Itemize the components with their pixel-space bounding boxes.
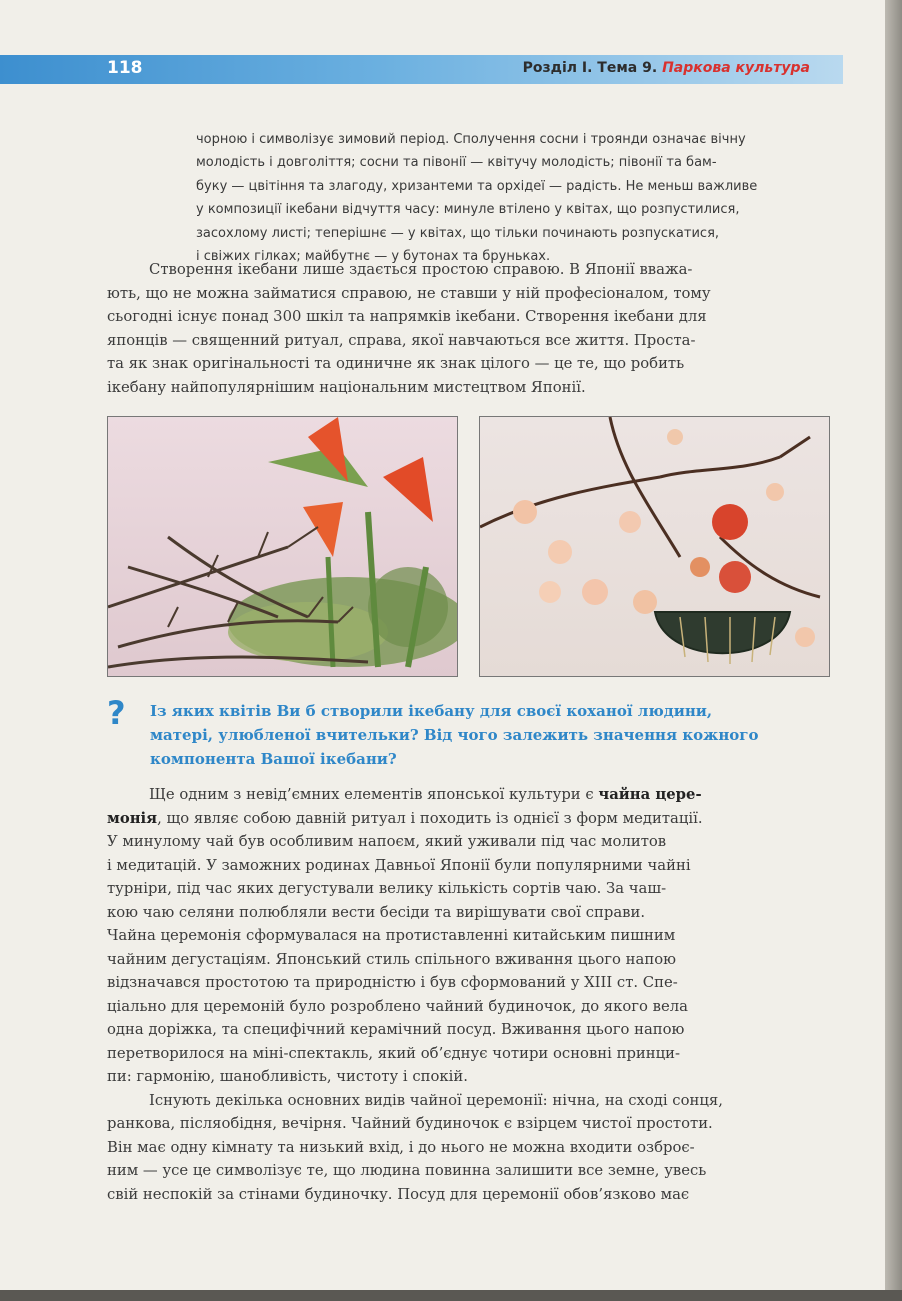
page-bottom-edge xyxy=(0,1290,902,1301)
question-line: матері, улюбленої вчительки? Від чого залежить значення кожного xyxy=(150,726,759,744)
text-line: ціально для церемоній було розроблено чайний будиночок, до якого вела xyxy=(107,997,688,1015)
text-line: Існують декілька основних видів чайної церемонії: нічна, на сході сонця, xyxy=(149,1091,723,1109)
text-line: Він має одну кімнату та низький вхід, і до нього не можна входити озброє- xyxy=(107,1138,695,1156)
text-line: сьогодні існує понад 300 шкіл та напрямків ікебани. Створення ікебани для xyxy=(107,308,707,325)
text-line: у композиції ікебани відчуття часу: минуле втілено у квітах, що розпустилися, xyxy=(196,202,740,218)
text-line: турніри, під час яких дегустували велику кількість сортів чаю. За чаш- xyxy=(107,880,667,897)
text-line: пи: гармонію, шанобливість, чистоту і спокій. xyxy=(107,1068,468,1085)
text-span: , що являє собою давній ритуал і походить із однієї з форм медитації. xyxy=(157,809,703,827)
text-line: відзначався простотою та природністю і був сформований у XIII ст. Спе- xyxy=(107,974,678,991)
ikebana-photo-strelitzia xyxy=(107,416,458,677)
text-line: свій неспокій за стінами будиночку. Посуд для церемонії обов’язково має xyxy=(107,1185,690,1203)
question-block xyxy=(150,699,830,771)
text-line: ним — усе це символізує те, що людина повинна залишити все земне, увесь xyxy=(107,1162,707,1179)
text-line: чайним дегустаціям. Японський стиль спільного вживання цього напою xyxy=(107,950,676,968)
question-mark-icon: ? xyxy=(107,694,126,732)
bowl-arrangement-illustration xyxy=(480,417,829,676)
text-line: буку — цвітіння та злагоду, хризантеми та орхідеї — радість. Не меньш важливе xyxy=(196,178,758,194)
page-edge xyxy=(885,0,902,1301)
question-line: Із яких квітів Ви б створили ікебану для своєї коханої людини, xyxy=(150,702,713,720)
text-line: та як знак оригінальності та одиничне як знак цілого — це те, що робить xyxy=(107,355,685,372)
text-line: чорною і символізує зимовий період. Сполучення сосни і троянди означає вічну xyxy=(196,132,746,147)
running-head xyxy=(523,60,810,76)
section-label: Розділ I. Тема 9. xyxy=(522,60,658,76)
text-line: японців — священний ритуал, справа, якої навчаються все життя. Проста- xyxy=(107,331,696,349)
text-line: Створення ікебани лише здається простою справою. В Японії вважа- xyxy=(149,261,693,278)
text-line: і свіжих гілках; майбутнє — у бутонах та бруньках. xyxy=(196,249,551,265)
paragraph-tea-ceremony xyxy=(107,783,827,1206)
text-line xyxy=(107,807,827,831)
text-line: одна доріжка, та специфічний керамічний посуд. Вживання цього напою xyxy=(107,1021,685,1038)
paragraph-ikebana xyxy=(107,258,827,399)
text-line: перетворилося на міні-спектакль, який об’єднує чотири основні принци- xyxy=(107,1044,681,1062)
text-line: ікебану найпопулярнішим національним мистецтвом Японії. xyxy=(107,378,586,396)
strelitzia-illustration xyxy=(108,417,457,676)
question-line: компонента Вашої ікебани? xyxy=(150,750,397,768)
text-line xyxy=(107,783,827,807)
page-number: 118 xyxy=(107,58,143,78)
text-line: Чайна церемонія сформувалася на протиставленні китайським пишним xyxy=(107,927,676,944)
sidebar-text-block xyxy=(196,128,826,268)
text-span: Ще одним з невід’ємних елементів японської культури є xyxy=(149,786,599,803)
text-line: молодість і довголіття; сосни та півонії — квітучу молодість; півонії та бам- xyxy=(196,155,717,171)
topic-label: Паркова культура xyxy=(662,60,810,76)
term-bold: чайна цере- xyxy=(598,786,702,803)
text-line: засохлому листі; теперішнє — у квітах, що тільки починають розпускатися, xyxy=(196,225,720,241)
ikebana-photo-bowl xyxy=(479,416,830,677)
text-line: і медитацій. У заможних родинах Давньої Японії були популярними чайні xyxy=(107,856,691,874)
text-line: ранкова, післяобідня, вечірня. Чайний будиночок є взірцем чистої простоти. xyxy=(107,1115,713,1132)
text-line: У минулому чай був особливим напоєм, який уживали під час молитов xyxy=(107,833,667,850)
text-line: кою чаю селяни полюбляли вести бесіди та вирішувати свої справи. xyxy=(107,903,646,921)
term-bold: монія xyxy=(107,809,158,827)
text-line: ють, що не можна займатися справою, не ставши у ній професіоналом, тому xyxy=(107,284,711,302)
